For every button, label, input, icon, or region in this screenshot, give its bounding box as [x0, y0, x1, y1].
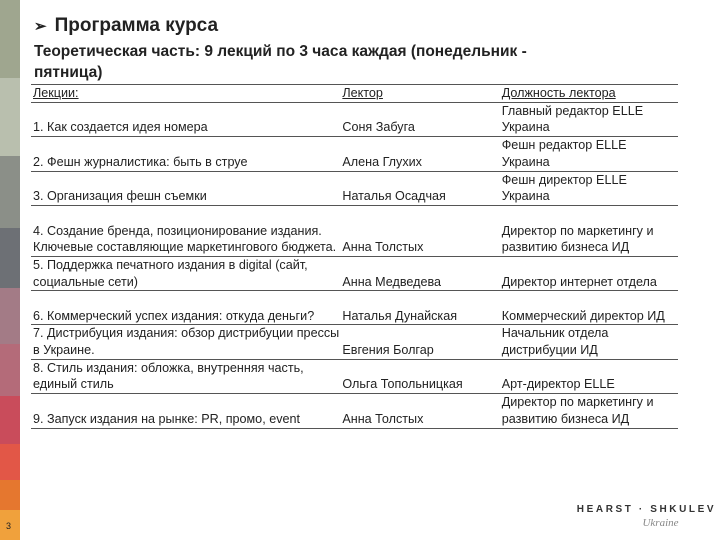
table-row: [31, 256, 678, 290]
lecturer-cell: Евгения Болгар: [341, 325, 500, 359]
lecturer-cell: Наталья Осадчая: [341, 171, 500, 205]
position-cell: Фешн директор ELLE Украина: [501, 171, 678, 205]
position-cell: Арт-директор ELLE: [501, 359, 678, 393]
table-row: [31, 171, 678, 205]
logo-main-text: HEARST · SHKULEV: [576, 504, 717, 515]
arrow-bullet-icon: ➢: [34, 18, 47, 35]
position-cell: Директор по маркетингу и развитию бизнеса ИД: [501, 394, 678, 428]
table-row: [31, 359, 678, 393]
lecturer-cell: Ольга Топольницкая: [341, 359, 500, 393]
decorative-sidebar: [0, 0, 20, 540]
lecture-table: [31, 84, 678, 429]
lecture-cell: 4. Создание бренда, позиционирование издания. Ключевые составляющие маркетингового бюджета.: [31, 205, 341, 256]
table-row: [31, 394, 678, 428]
position-cell: Начальник отдела дистрибуции ИД: [501, 325, 678, 359]
sidebar-segment: [0, 228, 20, 288]
lecture-cell: 8. Стиль издания: обложка, внутренняя часть, единый стиль: [31, 359, 341, 393]
sidebar-segment: [0, 156, 20, 228]
slide-heading: [34, 15, 218, 37]
position-cell: Директор интернет отдела: [501, 256, 678, 290]
position-cell: Директор по маркетингу и развитию бизнеса ИД: [501, 205, 678, 256]
lecture-cell: 3. Организация фешн съемки: [31, 171, 341, 205]
position-cell: Коммерческий директор ИД: [501, 291, 678, 325]
sidebar-segment: [0, 288, 20, 344]
hearst-shkulev-logo: [574, 504, 719, 529]
lecturer-cell: Анна Толстых: [341, 394, 500, 428]
logo-sub-text: Ukraine: [642, 517, 679, 529]
header-position: Должность лектора: [501, 85, 678, 103]
lecture-cell: 1. Как создается идея номера: [31, 102, 341, 136]
sidebar-segment: [0, 396, 20, 444]
table-row: [31, 291, 678, 325]
lecture-cell: 7. Дистрибуция издания: обзор дистрибуции прессы в Украине.: [31, 325, 341, 359]
table-row: [31, 205, 678, 256]
table-row: [31, 137, 678, 171]
table-row: [31, 325, 678, 359]
sidebar-segment: [0, 480, 20, 510]
lecture-cell: 9. Запуск издания на рынке: PR, промо, event: [31, 394, 341, 428]
lecturer-cell: Соня Забуга: [341, 102, 500, 136]
lecture-cell: 2. Фешн журналистика: быть в струе: [31, 137, 341, 171]
page-number: 3: [6, 521, 12, 531]
lecturer-cell: Анна Толстых: [341, 205, 500, 256]
lecture-cell: 6. Коммерческий успех издания: откуда деньги?: [31, 291, 341, 325]
lecturer-cell: Наталья Дунайская: [341, 291, 500, 325]
lecture-cell: 5. Поддержка печатного издания в digital (сайт, социальные сети): [31, 256, 341, 290]
lecturer-cell: Алена Глухих: [341, 137, 500, 171]
header-lecturer: Лектор: [341, 85, 500, 103]
heading-text: Программа курса: [54, 15, 219, 36]
sidebar-segment: [0, 344, 20, 396]
table-row: [31, 102, 678, 136]
slide-subtitle: Теоретическая часть: 9 лекций по 3 часа каждая (понедельник - пятница): [34, 43, 527, 81]
table-header-row: [31, 85, 678, 103]
sidebar-segment: [0, 78, 20, 156]
lecturer-cell: Анна Медведева: [341, 256, 500, 290]
position-cell: Фешн редактор ELLE Украина: [501, 137, 678, 171]
header-lectures: Лекции:: [31, 85, 341, 103]
position-cell: Главный редактор ELLE Украина: [501, 102, 678, 136]
sidebar-segment: [0, 444, 20, 480]
sidebar-segment: [0, 0, 20, 78]
